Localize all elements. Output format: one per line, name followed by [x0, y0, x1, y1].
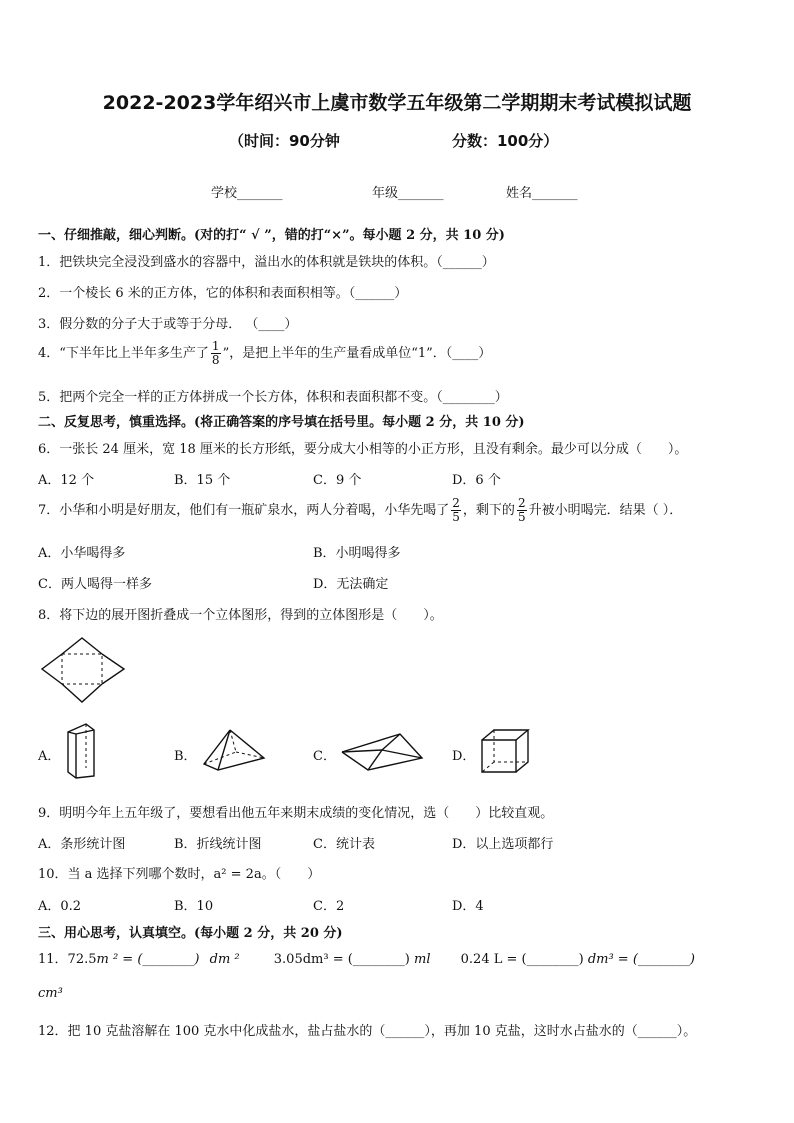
question-8: 8．将下边的展开图折叠成一个立体图形，得到的立体图形是（ ）。 [38, 608, 443, 623]
section-3-heading: 三、用心思考，认真填空。(每小题 2 分，共 20 分) [38, 926, 343, 941]
question-8-option-a: A． [38, 749, 61, 764]
fraction-denominator: 8 [211, 353, 220, 367]
school-field: 学校_______ [211, 186, 283, 201]
question-11-milliliters: ml [414, 952, 431, 967]
question-7-option-a: A．小华喝得多 [38, 546, 126, 561]
question-10: 10．当 a 选择下列哪个数时，a² = 2a。（ ） [38, 867, 321, 882]
question-11-part-a: 11．72.5 [38, 952, 97, 967]
question-7-text-start: 7．小华和小明是好朋友，他们有一瓶矿泉水，两人分着喝，小华先喝了 [38, 503, 450, 518]
fraction-denominator: 5 [517, 510, 526, 524]
question-8-option-b: B． [174, 749, 197, 764]
question-11-part-d: dm³ = (________) [587, 952, 695, 967]
question-7-text-end: 升被小明喝完．结果（ ）． [528, 503, 683, 518]
question-6-option-c: C．9 个 [313, 473, 362, 488]
question-7-option-b: B．小明喝得多 [313, 546, 401, 561]
question-9-option-c: C．统计表 [313, 837, 375, 852]
pyramid-net-figure [40, 636, 126, 704]
fraction-one-eighth [211, 340, 221, 367]
question-9-option-b: B．折线统计图 [174, 837, 262, 852]
question-7-text-mid: ，剩下的 [462, 503, 515, 518]
question-11-part-c: 0.24 L = (________) [460, 952, 584, 967]
question-7-option-d: D．无法确定 [313, 577, 389, 592]
question-7-option-c: C．两人喝得一样多 [38, 577, 152, 592]
fraction-numerator: 1 [211, 339, 220, 353]
cube-figure [478, 728, 530, 776]
question-8-option-d: D． [452, 749, 476, 764]
question-9: 9．明明今年上五年级了，要想看出他五年来期末成绩的变化情况，选（ ）比较直观。 [38, 806, 554, 821]
question-4-text-end: ”，是把上半年的生产量看成单位“1”．（____） [222, 346, 492, 361]
fraction-denominator: 5 [452, 510, 460, 524]
exam-time: （时间：90分钟 [229, 132, 340, 150]
question-9-option-a: A．条形统计图 [38, 837, 126, 852]
question-10-option-c: C．2 [313, 899, 345, 914]
fraction-numerator: 2 [452, 496, 460, 510]
question-11-square-meters: m ² = (________) [96, 952, 200, 967]
question-11-part-b: 3.05dm³ = (________) [273, 952, 410, 967]
question-6: 6．一张长 24 厘米，宽 18 厘米的长方形纸，要分成大小相等的小正方形，且没有剩余。最少可以分成（ ）。 [38, 442, 688, 457]
fraction-two-fifths-first [451, 497, 461, 524]
question-4 [38, 340, 491, 367]
question-6-option-b: B．15 个 [174, 473, 231, 488]
question-8-option-c: C． [313, 749, 336, 764]
question-11-square-decimeters: dm ² [209, 952, 240, 967]
name-field: 姓名_______ [506, 186, 578, 201]
question-2: 2．一个棱长 6 米的正方体，它的体积和表面积相等。（______） [38, 286, 408, 301]
question-12: 12．把 10 克盐溶解在 100 克水中化成盐水，盐占盐水的（______），再加 10 克盐，这时水占盐水的（______）。 [38, 1024, 697, 1039]
exam-score: 分数：100分） [452, 132, 559, 150]
question-9-option-d: D．以上选项都行 [452, 837, 554, 852]
fraction-numerator: 2 [517, 496, 526, 510]
question-6-option-d: D．6 个 [452, 473, 501, 488]
grade-field: 年级_______ [372, 186, 444, 201]
fraction-two-fifths-second [517, 497, 527, 524]
question-10-option-a: A．0.2 [38, 899, 82, 914]
question-10-option-b: B．10 [174, 899, 214, 914]
triangular-prism-upright-figure [64, 720, 98, 780]
question-10-option-d: D．4 [452, 899, 484, 914]
section-2-heading: 二、反复思考，慎重选择。(将正确答案的序号填在括号里。每小题 2 分，共 10 分) [38, 415, 525, 430]
page-title: 2022-2023学年绍兴市上虞市数学五年级第二学期期末考试模拟试题 [102, 92, 692, 114]
question-3: 3．假分数的分子大于或等于分母． （____） [38, 317, 298, 332]
square-pyramid-figure [200, 726, 268, 772]
question-11-cubic-centimeters: cm³ [38, 986, 63, 1001]
question-1: 1．把铁块完全浸没到盛水的容器中，溢出水的体积就是铁块的体积。（______） [38, 255, 495, 270]
section-1-heading: 一、仔细推敲，细心判断。(对的打“ √ ”，错的打“×”。每小题 2 分，共 10 分) [38, 228, 505, 243]
question-11 [38, 948, 695, 967]
triangular-prism-lying-figure [338, 728, 428, 772]
question-7 [38, 497, 682, 524]
question-4-text-start: 4．“下半年比上半年多生产了 [38, 346, 209, 361]
question-5: 5．把两个完全一样的正方体拼成一个长方体，体积和表面积都不变。（________） [38, 390, 508, 405]
question-6-option-a: A．12 个 [38, 473, 95, 488]
